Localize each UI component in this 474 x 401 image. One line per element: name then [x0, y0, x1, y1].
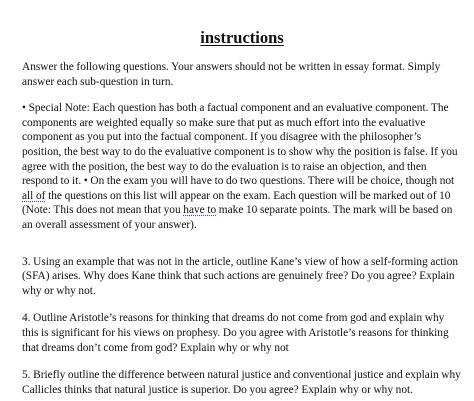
note-text-part-1: • Special Note: Each question has both a factual component and an evaluative component. The components are weighted equally so make sure that put as much effort into the evaluative component as you put into the factual component. If you disagree with the philosopher’s position, the best way to do the evaluative component is to show why the position is false. If you agree with the position, the best way to do the evaluation is to raise an objection, and then respond to it. • On the exam you will have to do two questions. There will be choice, though not [22, 102, 458, 188]
page-title: instructions [200, 28, 284, 47]
question-5: 5. Briefly outline the difference between natural justice and conventional justice and explain why Callicles thinks that natural justice is superior. Do you agree? Explain why or why not. [22, 369, 461, 396]
special-note-paragraph [22, 101, 462, 232]
note-dotted-phrase-have-to: have to [183, 204, 217, 217]
note-text-part-2: the questions on this list will appear on the exam. Each question will be marked out of 10 (Note: This does not mean that you [22, 189, 451, 217]
note-text-part-3: make 10 separate points. The mark will be based on an overall assessment of your answer). [22, 204, 453, 231]
intro-paragraph: Answer the following questions. Your answers should not be written in essay format. Simply answer each sub-question in turn. [22, 61, 441, 88]
document-page [22, 0, 462, 397]
question-4: 4. Outline Aristotle’s reasons for thinking that dreams do not come from god and explain why this is significant for his views on prophesy. Do you agree with Aristotle’s reasons for thinking that dreams don’t come from god? Explain why or why not [22, 312, 449, 354]
note-dotted-phrase-all-of: all of [22, 189, 46, 202]
question-3: 3. Using an example that was not in the article, outline Kane’s view of how a self-forming action (SFA) arises. Why does Kane think that such actions are genuinely free? Do you agree? Explain why or why not. [22, 255, 459, 297]
